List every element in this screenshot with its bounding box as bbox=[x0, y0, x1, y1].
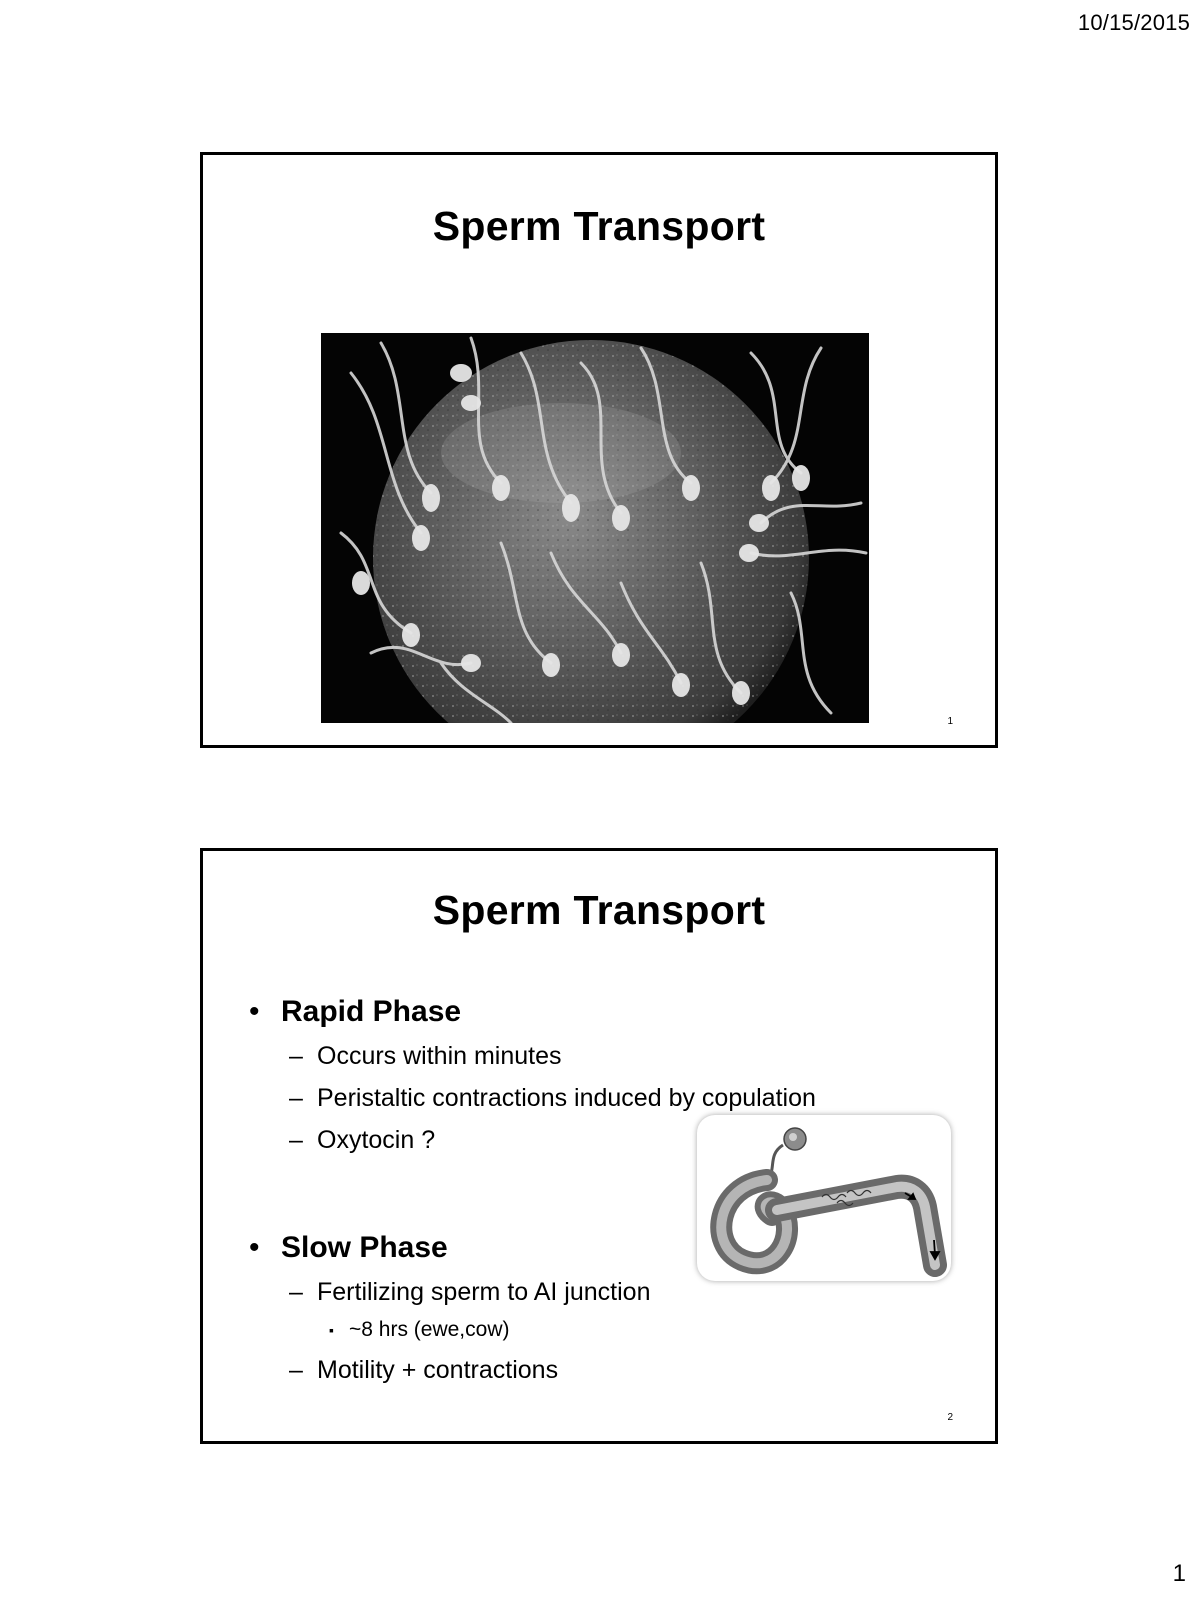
sub-bullet-text: Motility + contractions bbox=[317, 1356, 559, 1384]
sub-bullet bbox=[245, 1035, 965, 1077]
sub-bullet-text: Oxytocin ? bbox=[317, 1126, 436, 1154]
bullet-rapid-phase bbox=[245, 989, 965, 1035]
square-bullet-icon: ▪ bbox=[329, 1322, 334, 1338]
sub-bullet-text: Peristaltic contractions induced by copulation bbox=[317, 1084, 816, 1112]
dash-icon: – bbox=[289, 1278, 303, 1306]
slide-title: Sperm Transport bbox=[432, 203, 766, 249]
bullet-dot-icon: • bbox=[249, 995, 260, 1028]
dash-icon: – bbox=[289, 1084, 303, 1112]
sub-bullet-text: Fertilizing sperm to AI junction bbox=[317, 1278, 651, 1306]
sub-bullet-text: Occurs within minutes bbox=[317, 1042, 562, 1070]
sperm-egg-photo bbox=[321, 333, 869, 723]
oviduct-diagram bbox=[697, 1115, 951, 1281]
sub-sub-bullet-text: ~8 hrs (ewe,cow) bbox=[349, 1318, 510, 1341]
sub-sub-bullet bbox=[245, 1313, 965, 1349]
bullet-dot-icon: • bbox=[249, 1231, 260, 1264]
slide-number: 1 bbox=[947, 716, 953, 727]
dash-icon: – bbox=[289, 1042, 303, 1070]
dash-icon: – bbox=[289, 1126, 303, 1154]
dash-icon: – bbox=[289, 1356, 303, 1384]
page-date: 10/15/2015 bbox=[1077, 10, 1190, 35]
slide-1 bbox=[200, 152, 998, 748]
bullet-label: Slow Phase bbox=[281, 1231, 448, 1264]
page-number: 1 bbox=[1172, 1560, 1186, 1587]
sub-bullet bbox=[245, 1077, 965, 1119]
slide-number: 2 bbox=[947, 1412, 953, 1423]
slide-title: Sperm Transport bbox=[432, 887, 766, 933]
sub-bullet bbox=[245, 1349, 965, 1391]
slide-2 bbox=[200, 848, 998, 1444]
bullet-label: Rapid Phase bbox=[281, 995, 462, 1028]
